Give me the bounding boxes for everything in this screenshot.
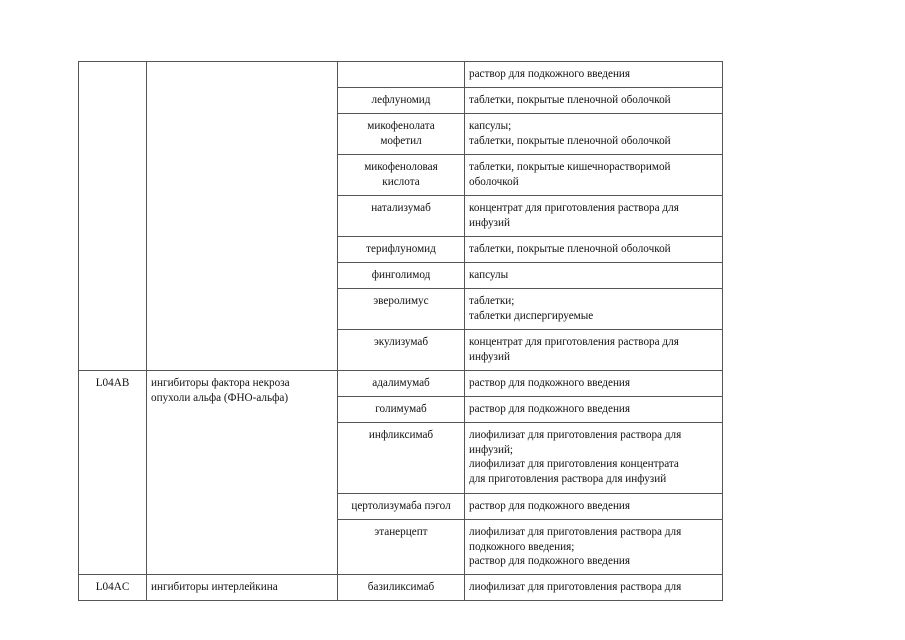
dosage-form-cell: лиофилизат для приготовления раствора для подкожного введения; раствор для подкожного введения: [465, 520, 723, 575]
atc-code-cell: L04AC: [79, 575, 147, 601]
dosage-form-cell: лиофилизат для приготовления раствора для: [465, 575, 723, 601]
drug-table: [78, 61, 723, 601]
dosage-form-cell: лиофилизат для приготовления раствора для инфузий; лиофилизат для приготовления концентрата для приготовления раствора для инфузий: [465, 423, 723, 494]
drug-name-cell: [338, 62, 465, 88]
drug-name-cell: адалимумаб: [338, 371, 465, 397]
drug-name-cell: экулизумаб: [338, 330, 465, 371]
dosage-form-cell: капсулы; таблетки, покрытые пленочной оболочкой: [465, 114, 723, 155]
dosage-form-cell: таблетки, покрытые пленочной оболочкой: [465, 88, 723, 114]
drug-name-cell: цертолизумаба пэгол: [338, 494, 465, 520]
drug-name-cell: терифлуномид: [338, 237, 465, 263]
dosage-form-cell: раствор для подкожного введения: [465, 494, 723, 520]
dosage-form-cell: таблетки, покрытые пленочной оболочкой: [465, 237, 723, 263]
dosage-form-cell: капсулы: [465, 263, 723, 289]
drug-name-cell: микофенолата мофетил: [338, 114, 465, 155]
drug-name-cell: микофеноловая кислота: [338, 155, 465, 196]
atc-code-cell: L04AB: [79, 371, 147, 575]
atc-code-cell: [79, 62, 147, 371]
group-name-cell: ингибиторы интерлейкина: [147, 575, 338, 601]
drug-name-cell: инфликсимаб: [338, 423, 465, 494]
group-name-cell: [147, 62, 338, 371]
table-row: [79, 575, 723, 601]
drug-name-cell: эверолимус: [338, 289, 465, 330]
dosage-form-cell: раствор для подкожного введения: [465, 397, 723, 423]
drug-name-cell: лефлуномид: [338, 88, 465, 114]
drug-name-cell: финголимод: [338, 263, 465, 289]
dosage-form-cell: раствор для подкожного введения: [465, 371, 723, 397]
dosage-form-cell: таблетки, покрытые кишечнорастворимой оболочкой: [465, 155, 723, 196]
drug-name-cell: голимумаб: [338, 397, 465, 423]
dosage-form-cell: концентрат для приготовления раствора для инфузий: [465, 196, 723, 237]
drug-name-cell: этанерцепт: [338, 520, 465, 575]
drug-name-cell: натализумаб: [338, 196, 465, 237]
dosage-form-cell: концентрат для приготовления раствора для инфузий: [465, 330, 723, 371]
group-name-cell: ингибиторы фактора некроза опухоли альфа (ФНО-альфа): [147, 371, 338, 575]
table-row: [79, 371, 723, 397]
dosage-form-cell: раствор для подкожного введения: [465, 62, 723, 88]
dosage-form-cell: таблетки; таблетки диспергируемые: [465, 289, 723, 330]
table-row: [79, 62, 723, 88]
drug-name-cell: базиликсимаб: [338, 575, 465, 601]
